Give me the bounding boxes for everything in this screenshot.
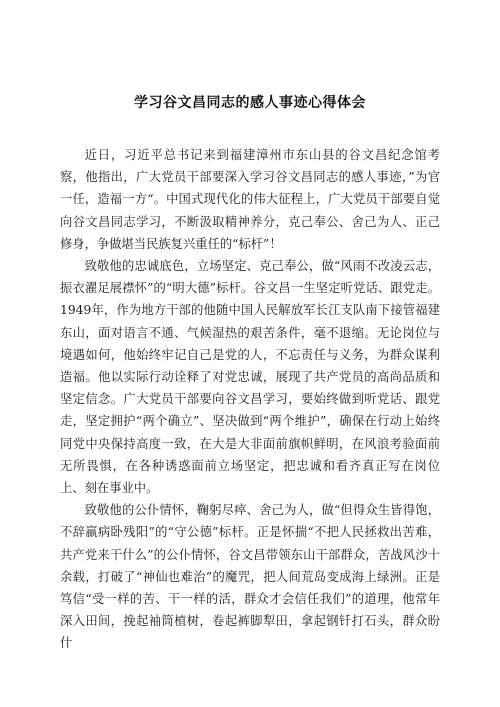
document-title: 学习谷文昌同志的感人事迹心得体会 xyxy=(134,95,366,111)
paragraph-1: 近日，习近平总书记来到福建漳州市东山县的谷文昌纪念馆考察，他指出，广大党员干部要深入学习谷文昌同志的感人事迹，”为官一任，造福一方“。中国式现代化的伟大征程上，广大党员干部要自觉向谷文昌同志学习，不断汲取精神养分，克己奉公、舍己为人、正己修身，争做堪当民族复兴重任的“标杆”！ xyxy=(60,148,440,251)
paragraph-2: 致敬他的忠诚底色，立场坚定、克己奉公，做“风雨不改凌云志，振衣濯足展襟怀”的“明大德”标杆。谷文昌一生坚定听党话、跟党走。1949年，作为地方干部的他随中国人民解放军长江支队南下接管福建东山，面对语言不通、气候湿热的艰苦条件，毫不退缩。无论岗位与境遇如何，他始终牢记自己是党的人，不忘责任与义务，为群众谋利造福。他以实际行动诠释了对党忠诚，展现了共产党员的高尚品质和坚定信念。广大党员干部要向谷文昌学习，要始终做到听党话、跟党走，坚定拥护“两个确立”、坚决做到“两个维护”，确保在行动上始终同党中央保持高度一致，在大是大非面前旗帜鲜明，在风浪考验面前无所畏惧，在各种诱惑面前立场坚定，把忠诚和看齐真正写在岗位上、刻在事业中。 xyxy=(60,259,440,496)
paragraph-3: 致敬他的公仆情怀，鞠躬尽瘁、舍己为人，做“但得众生皆得饱，不辞羸病卧残阳”的“守公德”标杆。正是怀揣“不把人民拯救出苦难，共产党来干什么”的公仆情怀，谷文昌带领东山干部群众，苦战风沙十余载，打破了“神仙也难治”的魔咒，把人间荒岛变成海上绿洲。正是笃信“受一样的苦、干一样的活，群众才会信任我们”的道理，他常年深入田间，挽起袖筒植树，卷起裤脚犁田，拿起钢钎打石头，群众盼什 xyxy=(60,503,440,651)
